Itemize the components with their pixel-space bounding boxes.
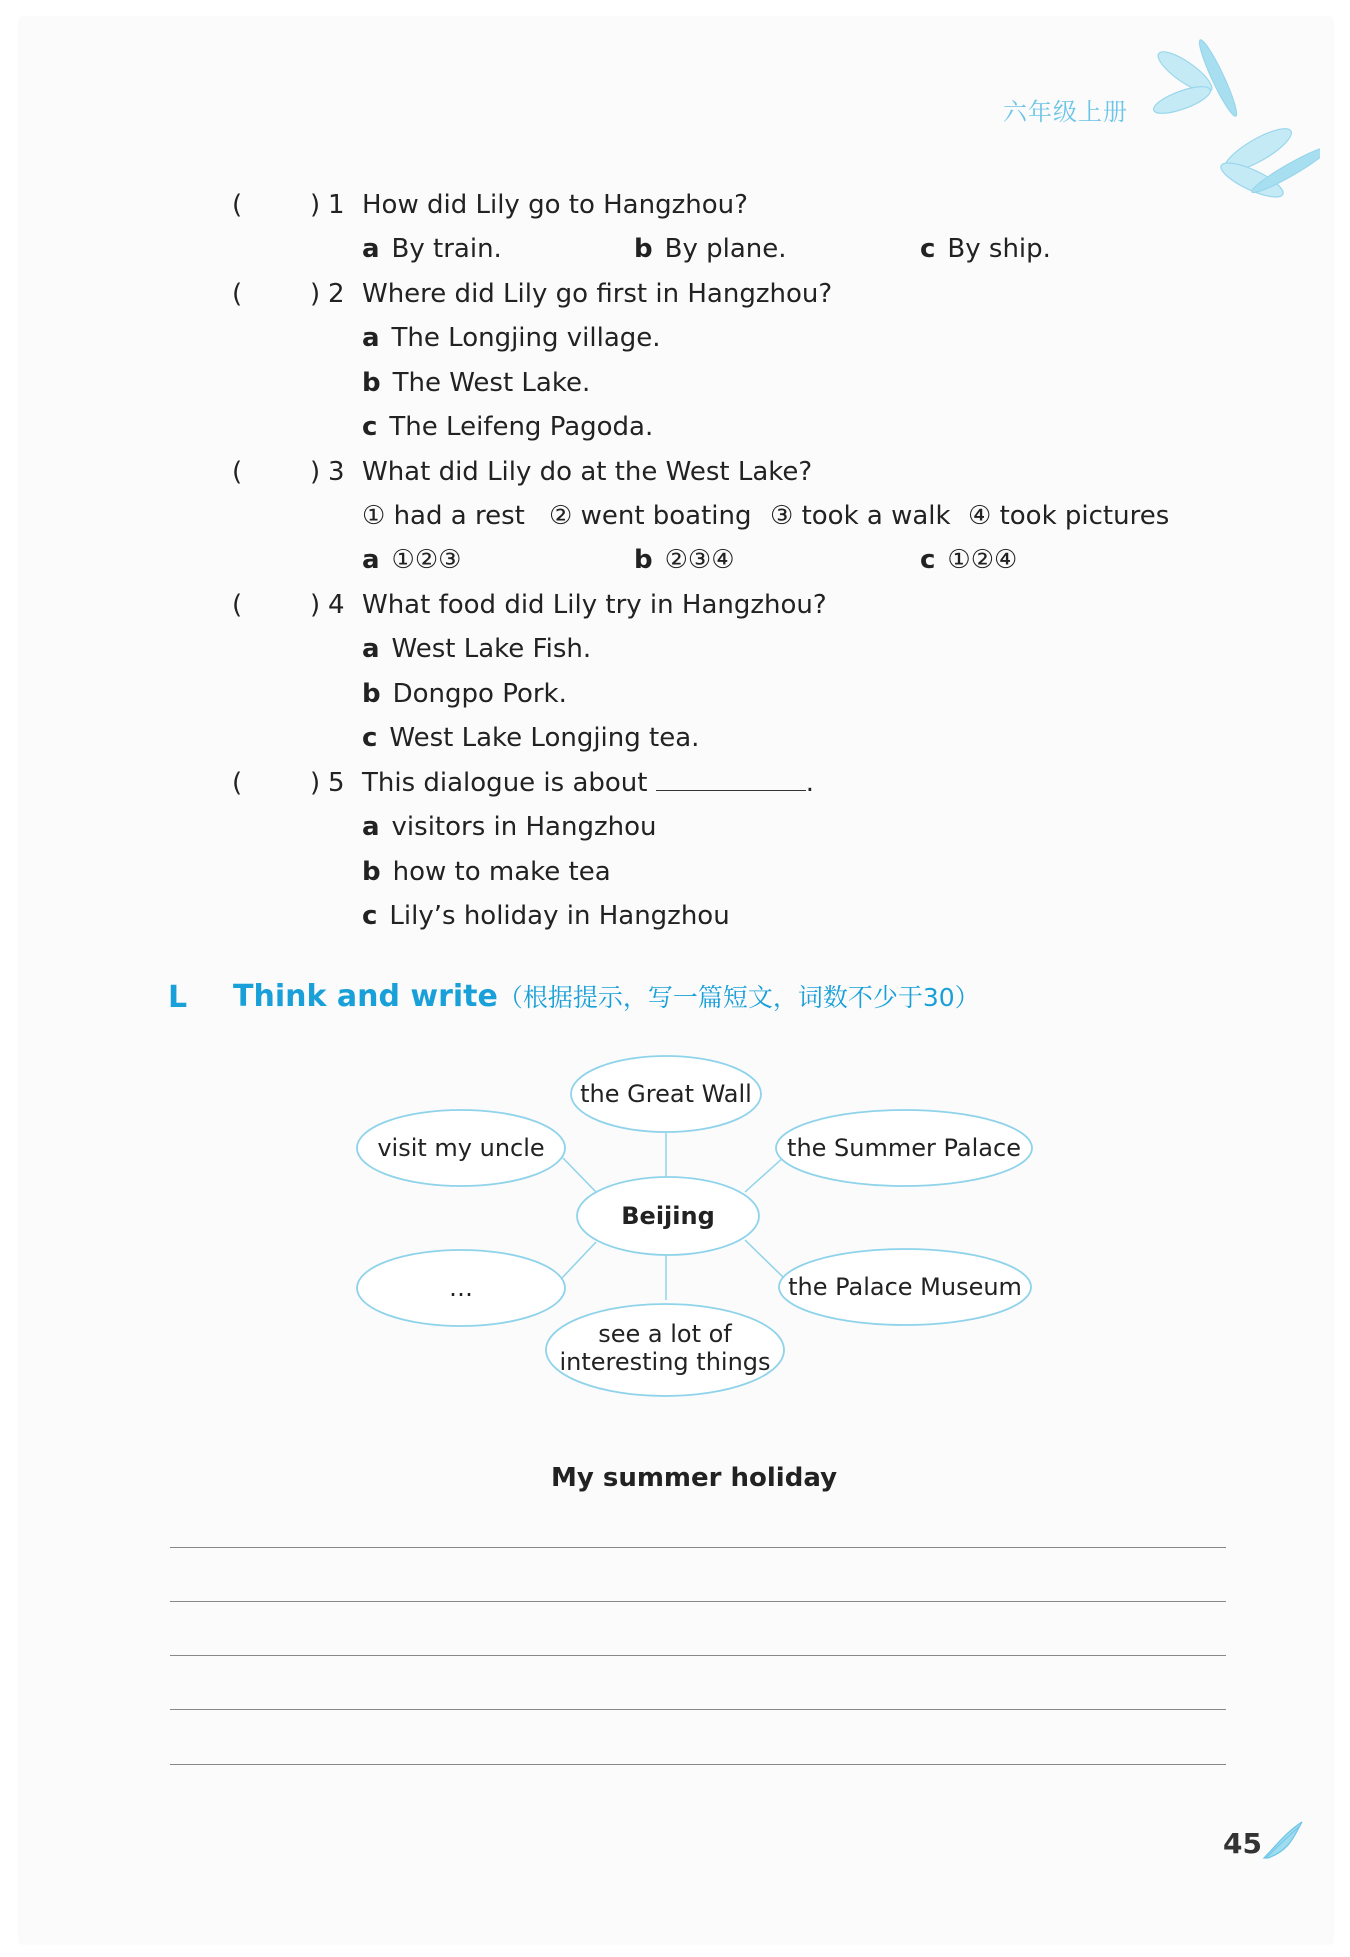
option-c: c Lily’s holiday in Hangzhou (362, 901, 730, 931)
grade-label: 六年级上册 (1003, 98, 1128, 126)
question-number: 2 (328, 279, 345, 309)
writing-line[interactable] (170, 1547, 1226, 1548)
question-number: 5 (328, 768, 345, 798)
question-stem: This dialogue is about . (362, 768, 815, 798)
option-b: b Dongpo Pork. (362, 679, 567, 709)
node-see-things-line2: interesting things (559, 1348, 771, 1376)
writing-line[interactable] (170, 1601, 1226, 1602)
option-c: c The Leifeng Pagoda. (362, 412, 654, 442)
question-stem: What food did Lily try in Hangzhou? (362, 590, 827, 620)
answer-paren-right: ) (310, 190, 321, 220)
answer-paren-left: ( (232, 590, 243, 620)
answer-paren-right: ) (310, 768, 321, 798)
question-number: 4 (328, 590, 345, 620)
leaf-decoration-icon (1260, 1818, 1306, 1862)
option-b: b By plane. (634, 234, 787, 264)
answer-paren-left: ( (232, 457, 243, 487)
activity-4: ④ took pictures (968, 501, 1170, 531)
connector-line (745, 1240, 786, 1280)
page-number: 45 (1223, 1827, 1262, 1860)
node-summer-palace: the Summer Palace (787, 1134, 1021, 1162)
option-a: a West Lake Fish. (362, 634, 592, 664)
option-b: b ②③④ (634, 545, 735, 575)
option-a: a ①②③ (362, 545, 462, 575)
question-stem: How did Lily go to Hangzhou? (362, 190, 748, 220)
option-b: b how to make tea (362, 857, 611, 887)
answer-paren-right: ) (310, 457, 321, 487)
connector-line (563, 1158, 596, 1192)
node-center-beijing: Beijing (621, 1202, 715, 1230)
option-c: c By ship. (920, 234, 1051, 264)
section-letter: L (168, 980, 188, 1015)
node-ellipsis: … (449, 1274, 473, 1302)
option-a: a visitors in Hangzhou (362, 812, 657, 842)
node-palace-museum: the Palace Museum (788, 1273, 1022, 1301)
answer-paren-left: ( (232, 190, 243, 220)
writing-line[interactable] (170, 1764, 1226, 1765)
option-c: c ①②④ (920, 545, 1018, 575)
node-great-wall: the Great Wall (580, 1080, 752, 1108)
node-visit-uncle: visit my uncle (377, 1134, 545, 1162)
option-b: b The West Lake. (362, 368, 591, 398)
activity-3: ③ took a walk (770, 501, 951, 531)
answer-paren-right: ) (310, 590, 321, 620)
question-stem: What did Lily do at the West Lake? (362, 457, 813, 487)
answer-paren-right: ) (310, 279, 321, 309)
answer-paren-left: ( (232, 768, 243, 798)
option-c: c West Lake Longjing tea. (362, 723, 700, 753)
writing-line[interactable] (170, 1709, 1226, 1710)
connector-line (745, 1156, 785, 1192)
connector-line (562, 1242, 596, 1278)
writing-line[interactable] (170, 1655, 1226, 1656)
node-see-things-line1: see a lot of (598, 1320, 732, 1348)
option-a: a The Longjing village. (362, 323, 661, 353)
answer-paren-left: ( (232, 279, 243, 309)
question-stem: Where did Lily go first in Hangzhou? (362, 279, 833, 309)
activity-1: ① had a rest (362, 501, 525, 531)
section-title: Think and write（根据提示，写一篇短文，词数不少于30） (233, 979, 980, 1014)
section-instruction: （根据提示，写一篇短文，词数不少于30） (497, 983, 980, 1012)
question-number: 3 (328, 457, 345, 487)
question-number: 1 (328, 190, 345, 220)
activity-2: ② went boating (549, 501, 752, 531)
option-a: a By train. (362, 234, 502, 264)
essay-title: My summer holiday (550, 1463, 838, 1493)
